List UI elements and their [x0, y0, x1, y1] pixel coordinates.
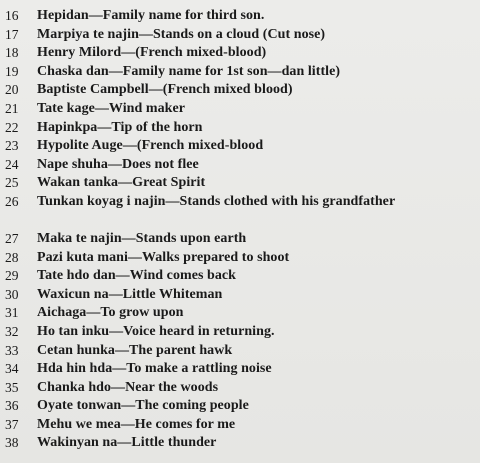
entry-text: Tate kage—Wind maker	[37, 100, 186, 116]
entry-text: Tate hdo dan—Wind comes back	[37, 268, 237, 284]
entry-text: Hapinkpa—Tip of the horn	[37, 119, 203, 135]
entry-number: 31	[5, 305, 19, 321]
entry-number: 28	[5, 249, 19, 265]
entry-text: Mehu we mea—He comes for me	[37, 416, 236, 432]
entry-text: Wakinyan na—Little thunder	[37, 435, 217, 451]
list-item	[0, 230, 480, 249]
entry-number: 32	[5, 323, 19, 339]
list-item	[0, 100, 480, 119]
list-item	[0, 44, 480, 63]
entry-text: Hda hin hda—To make a rattling noise	[37, 361, 272, 377]
entry-number: 34	[5, 361, 19, 377]
entry-text: Oyate tonwan—The coming people	[37, 398, 249, 414]
list-item	[0, 156, 480, 175]
list-item	[0, 174, 480, 193]
entry-text: Nape shuha—Does not flee	[37, 156, 199, 172]
entry-text: Tunkan koyag i najin—Stands clothed with his grandfather	[37, 193, 396, 209]
entry-number: 25	[5, 175, 19, 191]
entry-number: 38	[5, 435, 19, 451]
name-list	[0, 7, 480, 453]
entry-text: Aichaga—To grow upon	[37, 305, 184, 321]
list-item	[0, 267, 480, 286]
entry-text: Maka te najin—Stands upon earth	[37, 230, 247, 246]
entry-number: 29	[5, 268, 19, 284]
entry-number: 33	[5, 342, 19, 358]
entry-text: Wakan tanka—Great Spirit	[37, 175, 206, 191]
list-item	[0, 7, 480, 26]
entry-number: 17	[5, 26, 19, 42]
entry-text: Hypolite Auge—(French mixed-blood	[37, 138, 264, 154]
list-item	[0, 26, 480, 45]
entry-text: Baptiste Campbell—(French mixed blood)	[37, 82, 293, 98]
entry-number: 18	[5, 45, 19, 61]
list-item	[0, 249, 480, 268]
list-item	[0, 434, 480, 453]
entry-number: 24	[5, 156, 19, 172]
list-item	[0, 397, 480, 416]
list-item	[0, 137, 480, 156]
list-item	[0, 342, 480, 361]
list-item	[0, 360, 480, 379]
list-item	[0, 416, 480, 435]
entry-number: 22	[5, 119, 19, 135]
entry-text: Marpiya te najin—Stands on a cloud (Cut nose)	[37, 26, 326, 42]
list-item	[0, 286, 480, 305]
list-item	[0, 119, 480, 138]
list-item	[0, 379, 480, 398]
entry-number: 19	[5, 63, 19, 79]
entry-number: 26	[5, 193, 19, 209]
entry-text: Ho tan inku—Voice heard in returning.	[37, 323, 275, 339]
entry-text: Pazi kuta mani—Walks prepared to shoot	[37, 249, 290, 265]
entry-text: Chaska dan—Family name for 1st son—dan little)	[37, 63, 341, 79]
list-item	[0, 193, 480, 230]
entry-text: Hepidan—Family name for third son.	[37, 8, 265, 23]
entry-number: 16	[5, 8, 19, 23]
entry-number: 23	[5, 138, 19, 154]
list-item	[0, 81, 480, 100]
entry-text: Cetan hunka—The parent hawk	[37, 342, 233, 358]
list-item	[0, 304, 480, 323]
entry-number: 27	[5, 230, 19, 246]
entry-number: 37	[5, 416, 19, 432]
entry-number: 35	[5, 379, 19, 395]
list-item	[0, 63, 480, 82]
entry-text: Waxicun na—Little Whiteman	[37, 286, 223, 302]
entry-number: 20	[5, 82, 19, 98]
entry-number: 21	[5, 100, 19, 116]
entry-number: 36	[5, 398, 19, 414]
entry-number: 30	[5, 286, 19, 302]
list-item	[0, 323, 480, 342]
entry-text: Chanka hdo—Near the woods	[37, 379, 219, 395]
entry-text: Henry Milord—(French mixed-blood)	[37, 45, 267, 61]
